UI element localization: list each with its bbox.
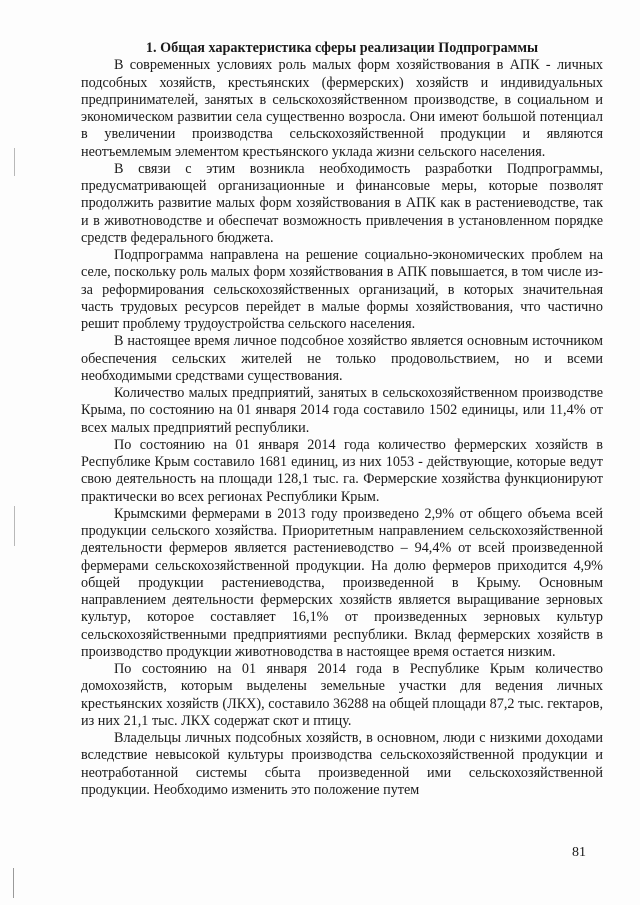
paragraph: Подпрограмма направлена на решение социально-экономических проблем на селе, поскольку роль малых форм хозяйствования в АПК повышается, в том числе из-за реформирования сельскохозяйственных организаций, в которых значительная часть трудовых ресурсов перейдет в малые формы хозяйствования, что частично решит проблему трудоустройства сельского населения. <box>81 247 603 332</box>
paragraph: В современных условиях роль малых форм хозяйствования в АПК - личных подсобных хозяйств, крестьянских (фермерских) хозяйств и индивидуальных предпринимателей, занятых в сельскохозяйственном производстве, в социальном и экономическом развитии села существенно возросла. Они имеют большой потенциал в увеличении производства сельскохозяйственной продукции и являются неотъемлемым элементом крестьянского уклада жизни сельского населения. <box>81 57 603 160</box>
scan-artifact <box>14 506 15 546</box>
paragraph: По состоянию на 01 января 2014 года в Республике Крым количество домохозяйств, которым выделены земельные участки для ведения личных крестьянских хозяйств (ЛКХ), составило 36288 на общей площади 87,2 тыс. гектаров, из них 21,1 тыс. ЛКХ содержат скот и птицу. <box>81 661 603 729</box>
paragraph: Количество малых предприятий, занятых в сельскохозяйственном производстве Крыма, по состоянию на 01 января 2014 года составило 1502 единицы, или 11,4% от всех малых предприятий республики. <box>81 385 603 436</box>
page-number: 81 <box>572 845 586 860</box>
paragraph: В связи с этим возникла необходимость разработки Подпрограммы, предусматривающей организационные и финансовые меры, которые позволят продолжить развитие малых форм хозяйствования в АПК как в растениеводстве, так и в животноводстве и обеспечат возможность привлечения в установленном порядке средств федерального бюджета. <box>81 160 603 246</box>
paragraph: Владельцы личных подсобных хозяйств, в основном, люди с низкими доходами вследствие невысокой культуры производства сельскохозяйственной продукции и неотработанной системы сбыта произведенной ими сельскохозяйственной продукции. Необходимо изменить это положение путем <box>81 730 603 798</box>
paragraph: В настоящее время личное подсобное хозяйство является основным источником обеспечения сельских жителей не только продовольствием, но и всеми необходимыми средствами существования. <box>81 333 603 384</box>
paragraph: По состоянию на 01 января 2014 года количество фермерских хозяйств в Республике Крым составило 1681 единиц, из них 1053 - действующие, которые ведут свою деятельность на площади 128,1 тыс. га. Фермерские хозяйства функционируют практически во всех регионах Республики Крым. <box>81 436 603 505</box>
scan-artifact <box>13 868 14 898</box>
section-title: 1. Общая характеристика сферы реализации Подпрограммы <box>145 40 539 56</box>
scan-artifact <box>14 148 15 176</box>
document-body <box>81 40 603 799</box>
paragraph: Крымскими фермерами в 2013 году произведено 2,9% от общего объема всей продукции сельского хозяйства. Приоритетным направлением сельскохозяйственной деятельности фермеров является растениеводство – 94,4% от всей произведенной фермерами сельскохозяйственной продукции. На долю фермеров приходится 4,9% общей продукции растениеводства, произведенной в Крыму. Основным направлением деятельности фермерских хозяйств является выращивание зерновых культур, которое составляет 16,1% от произведенных зерновых культур сельскохозяйственными предприятиями республики. Вклад фермерских хозяйств в производство продукции животноводства в настоящее время остается низким. <box>81 505 603 660</box>
